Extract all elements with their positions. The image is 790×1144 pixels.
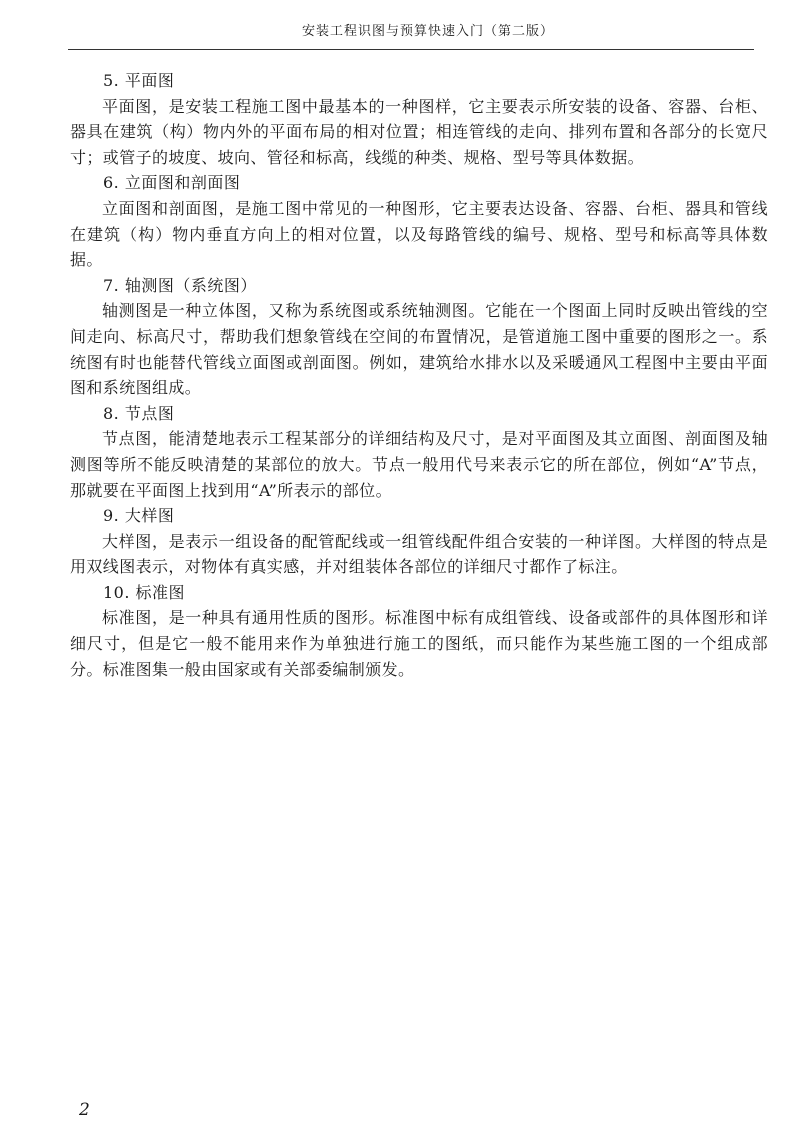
page-body [70,68,768,682]
book-title: 安装工程识图与预算快速入门（第二版） [301,24,554,39]
section-paragraph-standard-drawing: 标准图，是一种具有通用性质的图形。标准图中标有成组管线、设备或部件的具体图形和详细尺寸，但是它一般不能用来作为单独进行施工的图纸，而只能作为某些施工图的一个组成部分。标准图集一般由国家或有关部委编制颁发。 [70,608,768,679]
section-paragraph-elevation-section: 立面图和剖面图，是施工图中常见的一种图形，它主要表达设备、容器、台柜、器具和管线在建筑（构）物内垂直方向上的相对位置，以及每路管线的编号、规格、型号和标高等具体数据。 [70,198,768,270]
section-paragraph-plan: 平面图，是安装工程施工图中最基本的一种图样，它主要表示所安装的设备、容器、台柜、器具在建筑（构）物内外的平面布局的相对位置；相连管线的走向、排列布置和各部分的长宽尺寸；或管子的坡度、坡向、管径和标高，线缆的种类、规格、型号等具体数据。 [70,96,768,167]
running-header [68,20,754,50]
section-heading-axonometric: 7. 轴测图（系统图） [103,275,257,295]
section-paragraph-large-detail: 大样图，是表示一组设备的配管配线或一组管线配件组合安装的一种详图。大样图的特点是用双线图表示，对物体有真实感，并对组装体各部位的详细尺寸都作了标注。 [70,531,768,577]
section-heading-large-detail: 9. 大样图 [103,506,175,526]
section-heading-plan: 5. 平面图 [103,71,175,90]
section-heading-elevation-section: 6. 立面图和剖面图 [103,173,241,193]
section-heading-standard-drawing: 10. 标准图 [103,582,186,602]
section-heading-node-detail: 8. 节点图 [103,403,175,423]
section-paragraph-node-detail: 节点图，能清楚地表示工程某部分的详细结构及尺寸，是对平面图及其立面图、剖面图及轴测图等所不能反映清楚的某部位的放大。节点一般用代号来表示它的所在部位，例如“A”节点，那就要在平面图上找到用“A”所表示的部位。 [70,429,768,500]
section-paragraph-axonometric: 轴测图是一种立体图，又称为系统图或系统轴测图。它能在一个图面上同时反映出管线的空间走向、标高尺寸，帮助我们想象管线在空间的布置情况，是管道施工图中重要的图形之一。系统图有时也能替代管线立面图或剖面图。例如，建筑给水排水以及采暖通风工程图中主要由平面图和系统图组成。 [70,301,768,398]
page-number: 2 [79,1100,90,1120]
